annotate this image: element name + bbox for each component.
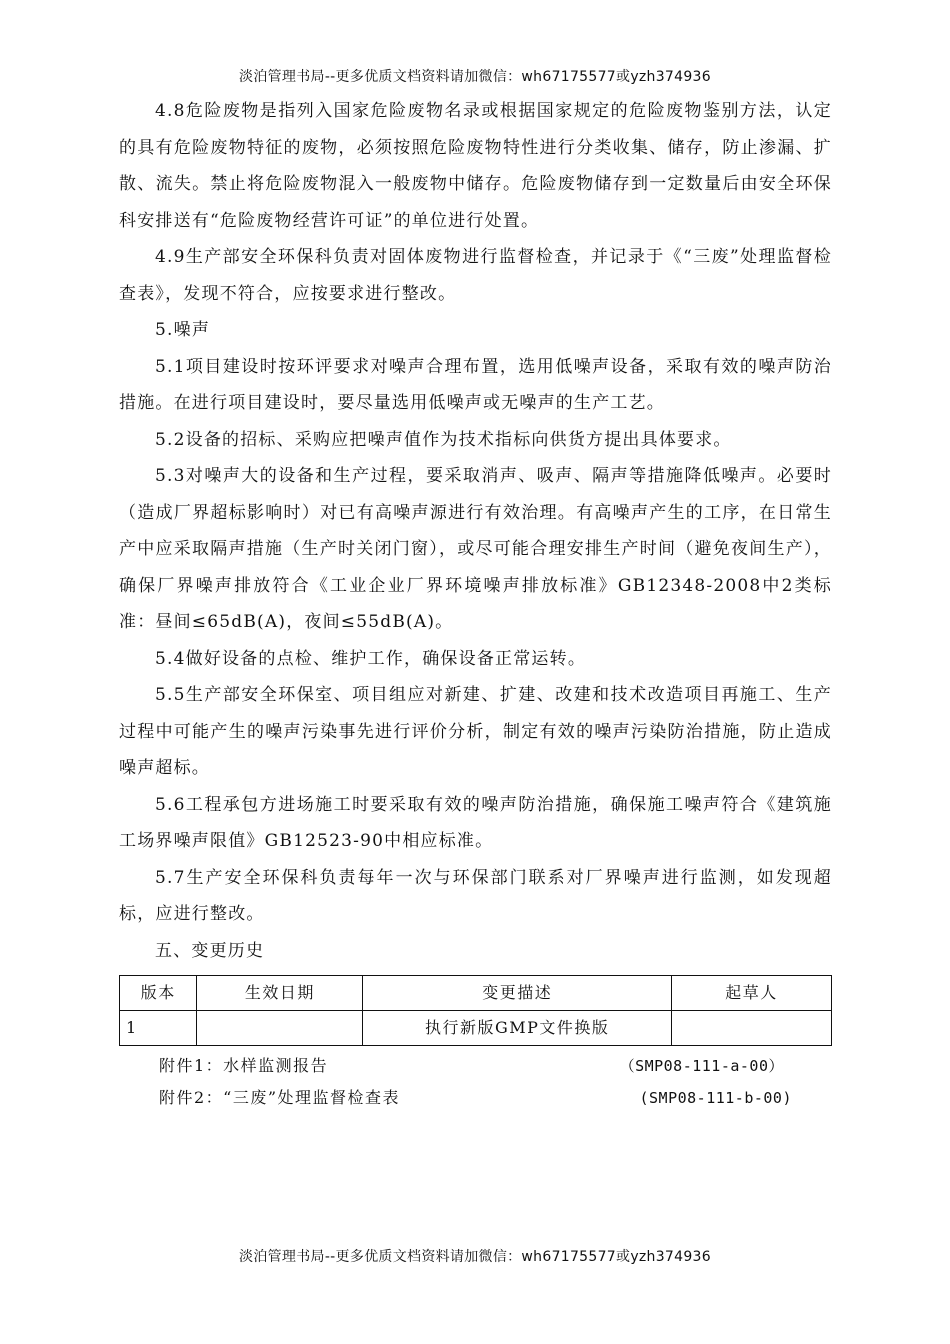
column-header-version: 版本: [120, 975, 197, 1010]
table-header-row: [120, 975, 832, 1010]
paragraph-4-8: 4.8危险废物是指列入国家危险废物名录或根据国家规定的危险废物鉴别方法，认定的具有危险废物特征的废物，必须按照危险废物特性进行分类收集、储存，防止渗漏、扩散、流失。禁止将危险废物混入一般废物中储存。危险废物储存到一定数量后由安全环保科安排送有“危险废物经营许可证”的单位进行处置。: [119, 101, 832, 231]
paragraph-5-3: 5.3对噪声大的设备和生产过程，要采取消声、吸声、隔声等措施降低噪声。必要时（造成厂界超标影响时）对已有高噪声源进行有效治理。有高噪声产生的工序，在日常生产中应采取隔声措施（生产时关闭门窗），或尽可能合理安排生产时间（避免夜间生产），确保厂界噪声排放符合《工业企业厂界环境噪声排放标准》GB12348-2008中2类标准：昼间≤65dB(A)，夜间≤55dB(A)。: [119, 466, 832, 632]
column-header-description: 变更描述: [363, 975, 672, 1010]
column-header-date: 生效日期: [197, 975, 363, 1010]
attachment-1-code: （SMP08-111-a-00）: [619, 1056, 784, 1075]
attachment-2-code: (SMP08-111-b-00): [639, 1088, 792, 1107]
attachment-1: [119, 1050, 832, 1082]
paragraph-5-2: 5.2设备的招标、采购应把噪声值作为技术指标向供货方提出具体要求。: [155, 429, 732, 450]
attachment-2-name: 附件2：“三废”处理监督检查表: [159, 1087, 401, 1107]
paragraph-5-5: 5.5生产部安全环保室、项目组应对新建、扩建、改建和技术改造项目再施工、生产过程中可能产生的噪声污染事先进行评价分析，制定有效的噪声污染防治措施，防止造成噪声超标。: [119, 685, 832, 778]
attachment-1-name: 附件1：水样监测报告: [159, 1055, 329, 1075]
cell-description: 执行新版GMP文件换版: [363, 1010, 672, 1045]
change-history-table: [119, 975, 832, 1046]
cell-author: [672, 1010, 832, 1045]
page-header: 淡泊管理书局--更多优质文档资料请加微信：wh67175577或yzh374936: [239, 69, 711, 85]
attachment-2: [119, 1082, 832, 1114]
change-history-title: 五、变更历史: [155, 940, 265, 961]
paragraph-5-4: 5.4做好设备的点检、维护工作，确保设备正常运转。: [155, 648, 587, 669]
paragraph-5-1: 5.1项目建设时按环评要求对噪声合理布置，选用低噪声设备，采取有效的噪声防治措施。在进行项目建设时，要尽量选用低噪声或无噪声的生产工艺。: [119, 356, 832, 413]
page-footer: 淡泊管理书局--更多优质文档资料请加微信：wh67175577或yzh374936: [239, 1249, 711, 1265]
cell-version: 1: [120, 1010, 197, 1045]
section-heading-noise: 5.噪声: [155, 320, 211, 340]
column-header-author: 起草人: [672, 975, 832, 1010]
document-body: [119, 93, 832, 1114]
paragraph-5-7: 5.7生产安全环保科负责每年一次与环保部门联系对厂界噪声进行监测，如发现超标，应进行整改。: [119, 867, 832, 924]
cell-date: [197, 1010, 363, 1045]
paragraph-5-6: 5.6工程承包方进场施工时要采取有效的噪声防治措施，确保施工噪声符合《建筑施工场界噪声限值》GB12523-90中相应标准。: [119, 794, 832, 851]
table-row: [120, 1010, 832, 1045]
paragraph-4-9: 4.9生产部安全环保科负责对固体废物进行监督检查，并记录于《“三废”处理监督检查表》，发现不符合，应按要求进行整改。: [119, 247, 832, 304]
